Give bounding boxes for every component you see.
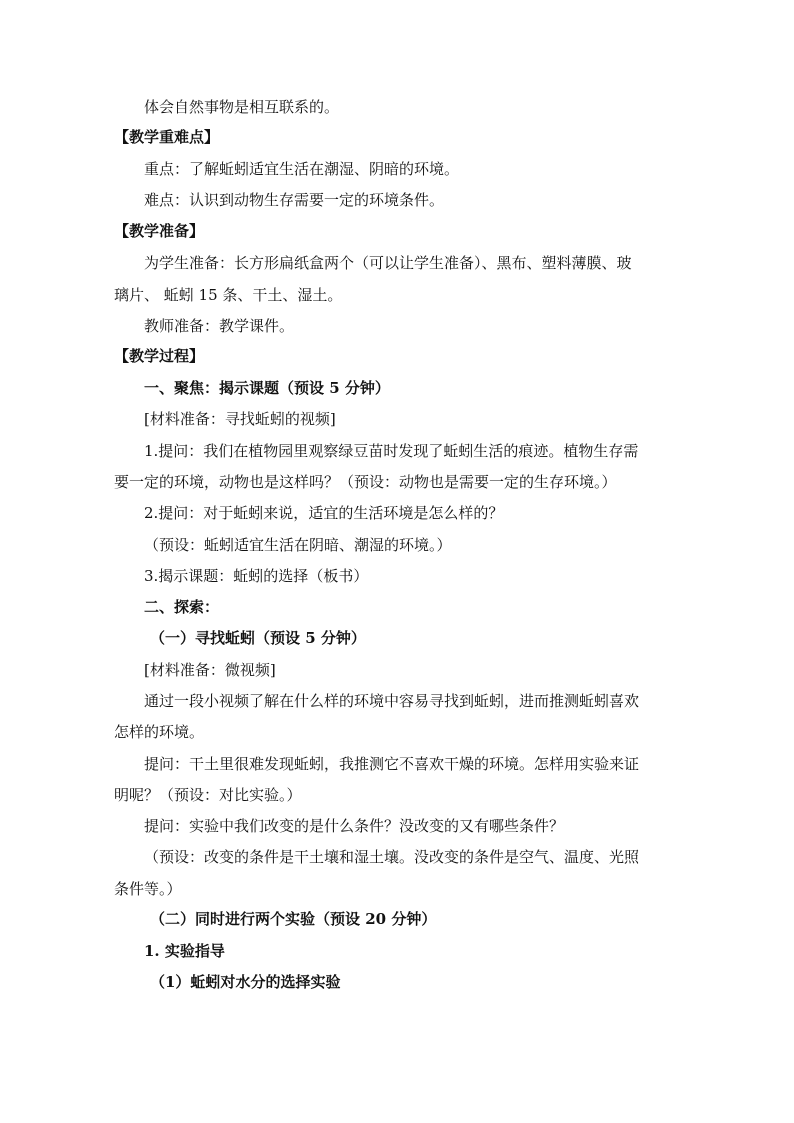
text-line: 1.提问：我们在植物园里观察绿豆苗时发现了蚯蚓生活的痕迹。植物生存需 — [144, 442, 639, 460]
text-line: [材料准备：寻找蚯蚓的视频] — [144, 410, 336, 428]
text-line: 提问：干土里很难发现蚯蚓，我推测它不喜欢干燥的环境。怎样用实验来证 — [144, 755, 640, 773]
subsection-heading: （1）蚯蚓对水分的选择实验 — [150, 973, 341, 991]
text-line: 2.提问：对于蚯蚓来说，适宜的生活环境是怎么样的？ — [144, 504, 504, 522]
text-line: 通过一段小视频了解在什么样的环境中容易寻找到蚯蚓，进而推测蚯蚓喜欢 — [144, 692, 640, 710]
section-heading: 【教学准备】 — [114, 222, 205, 240]
section-heading: 【教学过程】 — [114, 347, 205, 365]
text-line: 璃片、 蚯蚓 15 条、干土、湿土。 — [114, 286, 343, 304]
text-line: 条件等。） — [114, 880, 182, 898]
text-line: 教师准备：教学课件。 — [144, 317, 295, 335]
subsection-heading: （一）寻找蚯蚓（预设 5 分钟） — [150, 629, 366, 647]
text-line: 为学生准备：长方形扁纸盒两个（可以让学生准备）、黑布、塑料薄膜、玻 — [144, 254, 632, 272]
text-line: 提问：实验中我们改变的是什么条件？没改变的又有哪些条件？ — [144, 817, 565, 835]
subsection-heading: 二、探索： — [144, 598, 220, 616]
text-line: 怎样的环境。 — [114, 723, 205, 741]
text-line: 难点：认识到动物生存需要一定的环境条件。 — [144, 191, 445, 209]
text-line: 要一定的环境，动物也是这样吗？（预设：动物也是需要一定的生存环境。） — [114, 473, 617, 491]
section-heading: 【教学重难点】 — [114, 128, 220, 146]
subsection-heading: （二）同时进行两个实验（预设 20 分钟） — [150, 910, 437, 928]
text-line: （预设：蚯蚓适宜生活在阴暗、潮湿的环境。） — [144, 536, 452, 554]
text-line: 3.揭示课题：蚯蚓的选择（板书） — [144, 567, 369, 585]
text-line: 体会自然事物是相互联系的。 — [144, 98, 340, 116]
text-line: 重点：了解蚯蚓适宜生活在潮湿、阴暗的环境。 — [144, 160, 460, 178]
text-line: （预设：改变的条件是干土壤和湿土壤。没改变的条件是空气、温度、光照 — [144, 848, 640, 866]
subsection-heading: 一、聚焦：揭示课题（预设 5 分钟） — [144, 379, 390, 397]
text-line: 明呢？（预设：对比实验。） — [114, 786, 302, 804]
text-line: [材料准备：微视频] — [144, 661, 276, 679]
subsection-heading: 1. 实验指导 — [144, 942, 225, 960]
